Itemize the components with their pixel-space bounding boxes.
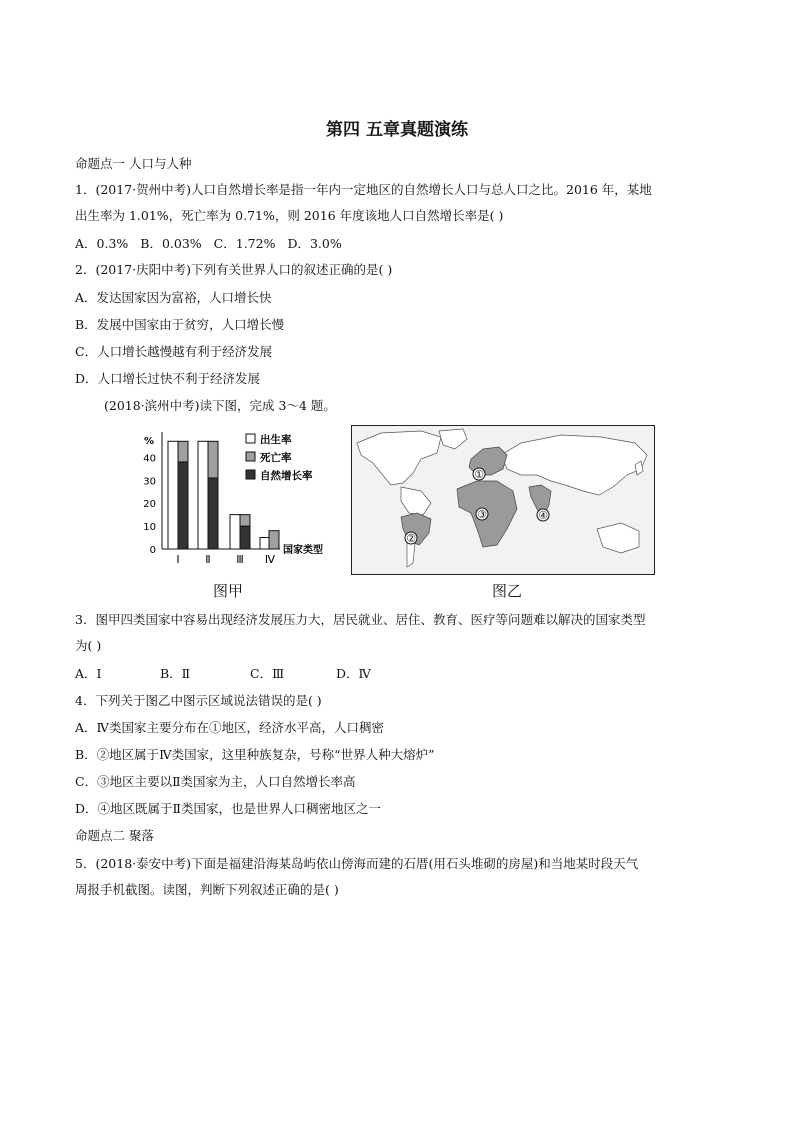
y-tick-label: 20 <box>143 499 156 511</box>
map-label-1: ① <box>474 468 484 481</box>
q3-stem-line1: 3．图甲四类国家中容易出现经济发展压力大，居民就业、居住、教育、医疗等问题难以解决的国家类型 <box>75 612 646 627</box>
q5-stem-line2: 周报手机截图。读图，判断下列叙述正确的是( ) <box>75 882 339 897</box>
q3-option-a: A．Ⅰ <box>75 666 102 681</box>
bar-birth-rate <box>168 441 178 549</box>
y-axis-unit: % <box>144 436 155 447</box>
q3-option-b: B．Ⅱ <box>160 666 191 681</box>
y-tick-label: 0 <box>149 545 156 556</box>
q1-stem-line1: 1．(2017·贺州中考)人口自然增长率是指一年内一定地区的自然增长人口与总人口之比。2016 年，某地 <box>75 182 652 197</box>
q1-options <box>75 236 342 252</box>
bar-natural-growth <box>240 526 250 549</box>
legend-swatch <box>246 434 255 443</box>
q1-stem-line2: 出生率为 1.01%，死亡率为 0.71%，则 2016 年度该地人口自然增长率是( ) <box>75 208 504 223</box>
q3-stem-line2: 为( ) <box>75 638 102 653</box>
q1-option-b: B．0.03% <box>140 236 202 251</box>
x-tick-label: Ⅰ <box>176 553 180 566</box>
q4-option-a: A．Ⅳ类国家主要分布在①地区，经济水平高，人口稠密 <box>75 720 385 735</box>
q1-option-a: A．0.3% <box>75 236 129 251</box>
map-label-2: ② <box>406 532 416 545</box>
q5-stem-line1: 5．(2018·泰安中考)下面是福建沿海某岛屿依山傍海而建的石厝(用石头堆砌的房屋)和当地某时段天气 <box>75 856 639 871</box>
section-heading-2: 命题点二 聚落 <box>75 828 154 843</box>
legend-label: 自然增长率 <box>260 470 313 482</box>
q2-option-c: C．人口增长越慢越有利于经济发展 <box>75 344 273 359</box>
section-heading-1: 命题点一 人口与人种 <box>75 156 192 171</box>
q2-stem: 2．(2017·庆阳中考)下列有关世界人口的叙述正确的是( ) <box>75 262 393 277</box>
y-tick-label: 30 <box>143 476 156 488</box>
q3-option-c: C．Ⅲ <box>250 666 285 681</box>
bar-birth-rate <box>260 538 269 549</box>
page-title: 第四 五章真题演练 <box>326 120 468 140</box>
x-tick-label: Ⅲ <box>236 553 244 566</box>
bar-chart-figure-a <box>140 428 340 578</box>
x-axis-title: 国家类型 <box>283 545 323 556</box>
q4-stem: 4．下列关于图乙中图示区域说法错误的是( ) <box>75 693 322 708</box>
bar-natural-growth <box>208 478 218 549</box>
bar-birth-rate <box>198 441 208 549</box>
q2-option-b: B．发展中国家由于贫穷，人口增长慢 <box>75 317 285 332</box>
bar-natural-growth <box>178 462 188 549</box>
world-map-figure-b <box>351 425 655 575</box>
y-tick-label: 40 <box>143 453 156 465</box>
legend-swatch <box>246 452 255 461</box>
q1-option-d: D．3.0% <box>287 236 342 251</box>
q1-option-c: C．1.72% <box>213 236 276 251</box>
legend-label: 出生率 <box>260 434 292 446</box>
q34-intro: (2018·滨州中考)读下图，完成 3～4 题。 <box>104 398 336 413</box>
x-tick-label: Ⅱ <box>205 553 211 566</box>
map-label-4: ④ <box>538 509 548 522</box>
q3-option-d: D．Ⅳ <box>336 666 372 681</box>
q3-options <box>75 666 371 682</box>
legend-label: 死亡率 <box>260 452 292 464</box>
figure-b-caption: 图乙 <box>492 582 523 600</box>
q4-option-b: B．②地区属于Ⅳ类国家，这里种族复杂，号称“世界人种大熔炉” <box>75 747 435 762</box>
q2-option-a: A．发达国家因为富裕，人口增长快 <box>75 290 272 305</box>
x-tick-label: Ⅳ <box>264 553 276 566</box>
bar-birth-rate <box>230 515 240 549</box>
q4-option-c: C．③地区主要以Ⅱ类国家为主，人口自然增长率高 <box>75 774 356 789</box>
q2-option-d: D．人口增长过快不利于经济发展 <box>75 371 261 386</box>
q4-option-d: D．④地区既属于Ⅱ类国家，也是世界人口稠密地区之一 <box>75 801 382 816</box>
legend-swatch <box>246 470 255 479</box>
bar-death-rate <box>269 531 279 549</box>
figure-a-caption: 图甲 <box>213 582 244 600</box>
map-label-3: ③ <box>477 508 487 521</box>
y-tick-label: 10 <box>143 522 156 534</box>
